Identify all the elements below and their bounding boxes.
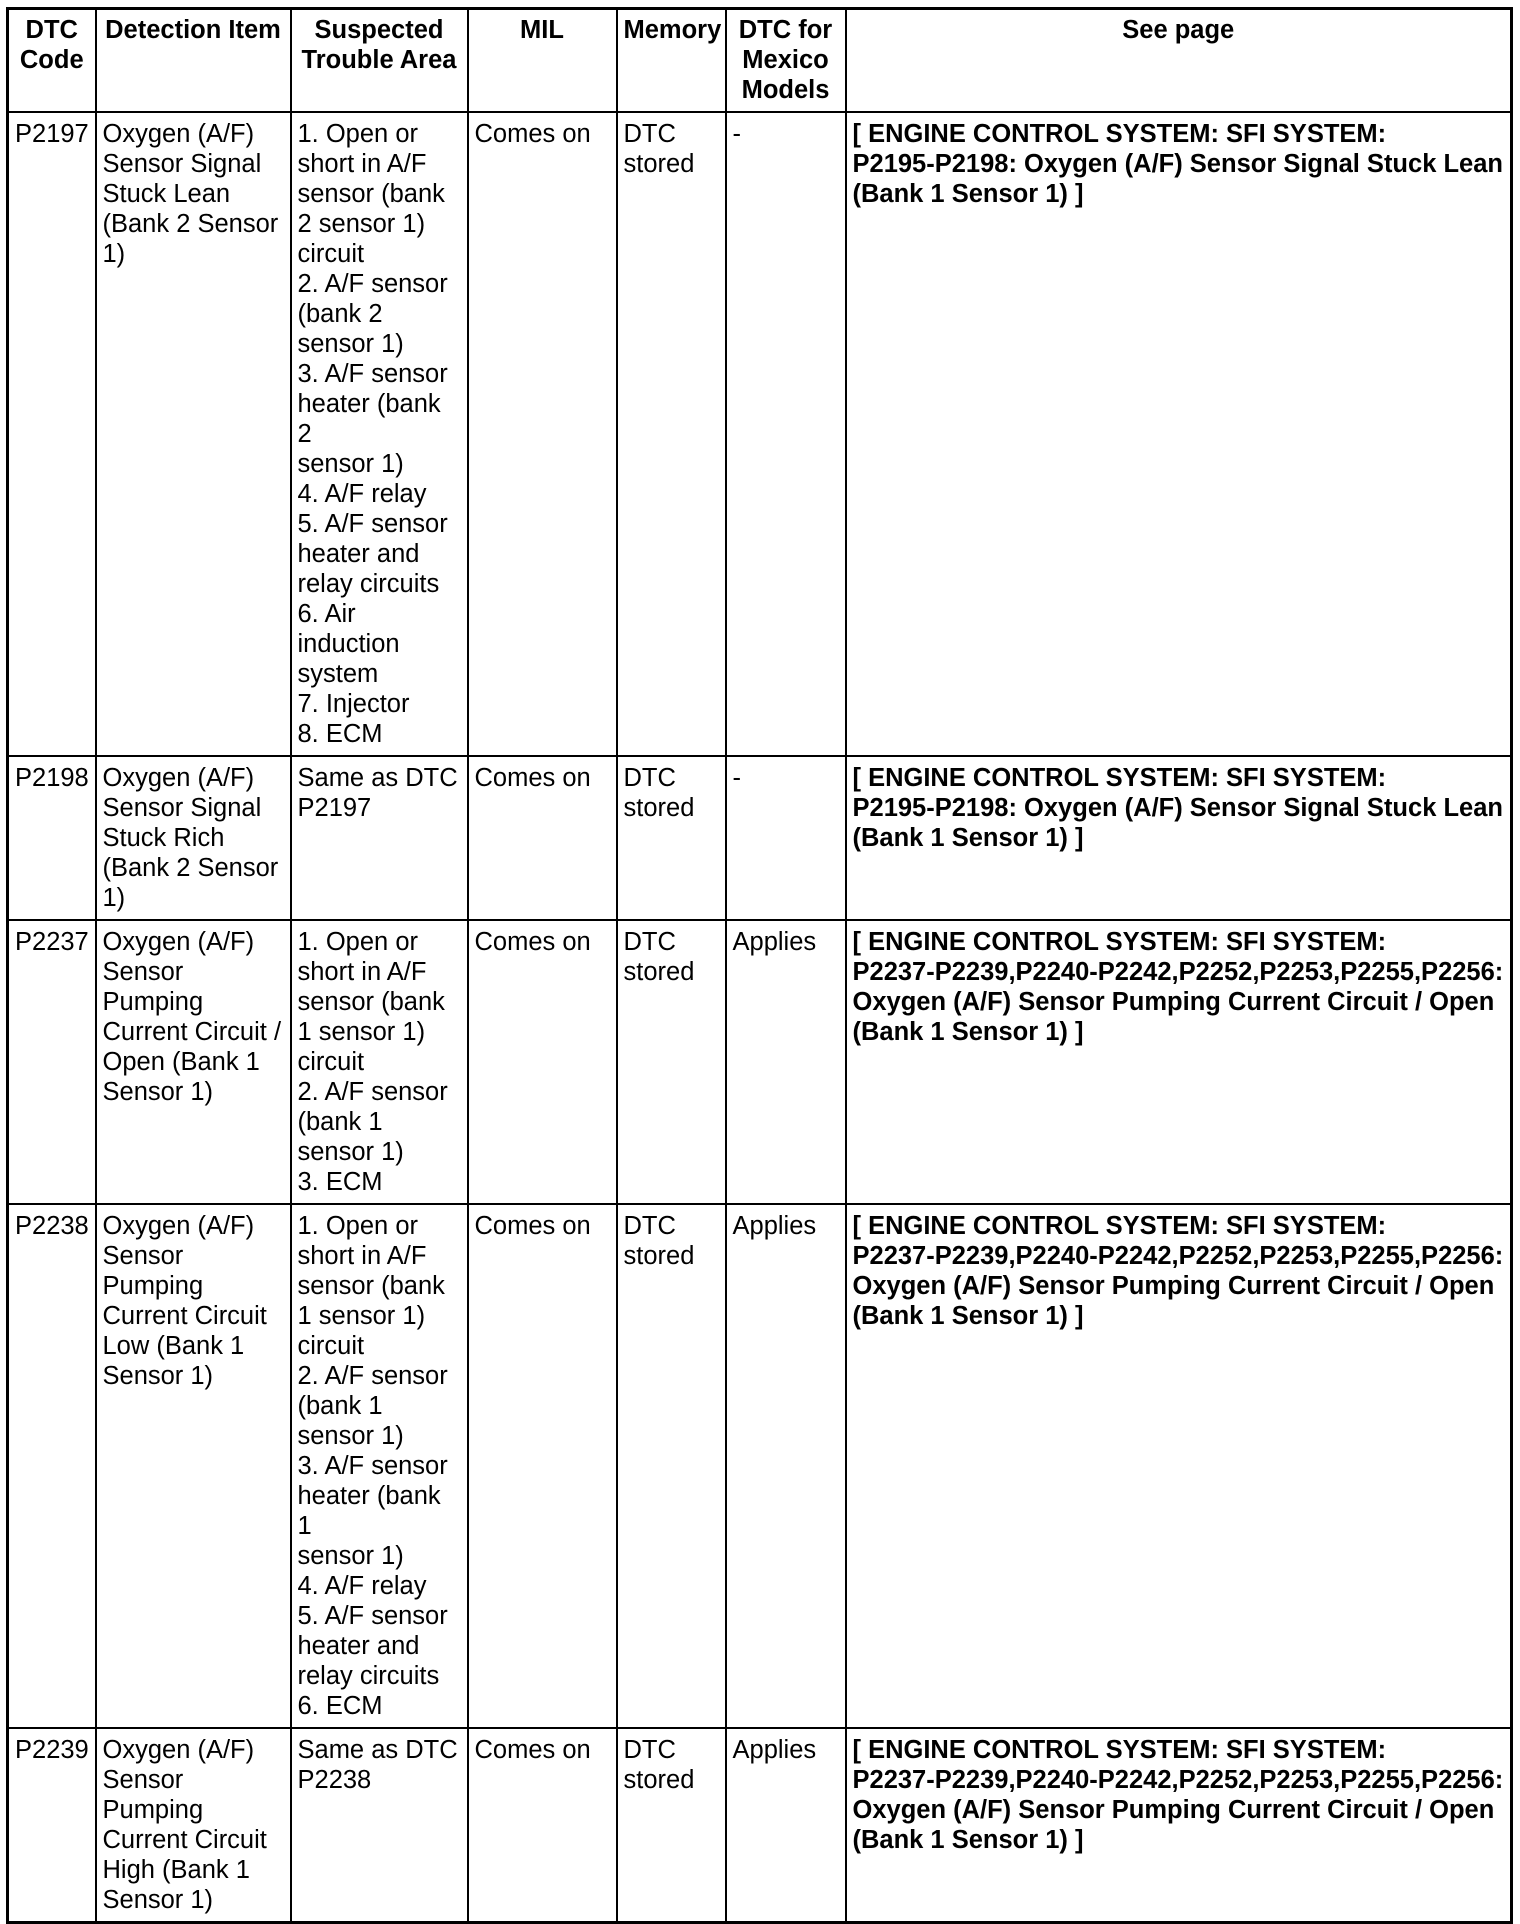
cell-mil: Comes on [468, 112, 617, 756]
cell-mexico: - [726, 756, 846, 920]
table-row [8, 1204, 1512, 1728]
cell-dtc-code: P2237 [8, 920, 96, 1204]
cell-trouble-area: 1. Open or short in A/F sensor (bank 1 sensor 1) circuit 2. A/F sensor (bank 1 sensor 1) 3. A/F sensor heater (bank 1 sensor 1) 4. A/F relay 5. A/F sensor heater and relay circuits 6. ECM [291, 1204, 468, 1728]
header-dtc-code: DTC Code [8, 9, 96, 113]
header-mil: MIL [468, 9, 617, 113]
dtc-table [6, 7, 1513, 1924]
cell-see-page-link[interactable]: [ ENGINE CONTROL SYSTEM: SFI SYSTEM: P2195-P2198: Oxygen (A/F) Sensor Signal Stuck Lean (Bank 1 Sensor 1) ] [846, 112, 1512, 756]
cell-memory: DTC stored [617, 920, 726, 1204]
header-memory: Memory [617, 9, 726, 113]
cell-mil: Comes on [468, 920, 617, 1204]
cell-detection-item: Oxygen (A/F) Sensor Pumping Current Circuit Low (Bank 1 Sensor 1) [96, 1204, 291, 1728]
table-row [8, 112, 1512, 756]
cell-mexico: Applies [726, 1204, 846, 1728]
table-row [8, 920, 1512, 1204]
header-see-page: See page [846, 9, 1512, 113]
cell-memory: DTC stored [617, 1204, 726, 1728]
cell-mil: Comes on [468, 1728, 617, 1923]
cell-mexico: Applies [726, 920, 846, 1204]
cell-detection-item: Oxygen (A/F) Sensor Pumping Current Circuit High (Bank 1 Sensor 1) [96, 1728, 291, 1923]
cell-dtc-code: P2197 [8, 112, 96, 756]
cell-dtc-code: P2238 [8, 1204, 96, 1728]
header-dtc-mexico: DTC for Mexico Models [726, 9, 846, 113]
table-row [8, 1728, 1512, 1923]
cell-dtc-code: P2239 [8, 1728, 96, 1923]
table-header [8, 9, 1512, 113]
header-suspected-trouble-area: Suspected Trouble Area [291, 9, 468, 113]
table-body [8, 112, 1512, 1923]
cell-see-page-link[interactable]: [ ENGINE CONTROL SYSTEM: SFI SYSTEM: P2195-P2198: Oxygen (A/F) Sensor Signal Stuck Lean (Bank 1 Sensor 1) ] [846, 756, 1512, 920]
cell-see-page-link[interactable]: [ ENGINE CONTROL SYSTEM: SFI SYSTEM: P2237-P2239,P2240-P2242,P2252,P2253,P2255,P2256: Oxygen (A/F) Sensor Pumping Current Circuit / Open (Bank 1 Sensor 1) ] [846, 1728, 1512, 1923]
cell-see-page-link[interactable]: [ ENGINE CONTROL SYSTEM: SFI SYSTEM: P2237-P2239,P2240-P2242,P2252,P2253,P2255,P2256: Oxygen (A/F) Sensor Pumping Current Circuit / Open (Bank 1 Sensor 1) ] [846, 1204, 1512, 1728]
cell-detection-item: Oxygen (A/F) Sensor Signal Stuck Lean (Bank 2 Sensor 1) [96, 112, 291, 756]
cell-memory: DTC stored [617, 112, 726, 756]
cell-memory: DTC stored [617, 1728, 726, 1923]
cell-dtc-code: P2198 [8, 756, 96, 920]
header-row [8, 9, 1512, 113]
cell-mil: Comes on [468, 1204, 617, 1728]
cell-mexico: Applies [726, 1728, 846, 1923]
cell-trouble-area: 1. Open or short in A/F sensor (bank 2 sensor 1) circuit 2. A/F sensor (bank 2 sensor 1) 3. A/F sensor heater (bank 2 sensor 1) 4. A/F relay 5. A/F sensor heater and relay circuits 6. Air induction system 7. Injector 8. ECM [291, 112, 468, 756]
table-row [8, 756, 1512, 920]
cell-trouble-area: Same as DTC P2197 [291, 756, 468, 920]
cell-trouble-area: Same as DTC P2238 [291, 1728, 468, 1923]
header-detection-item: Detection Item [96, 9, 291, 113]
cell-memory: DTC stored [617, 756, 726, 920]
cell-mil: Comes on [468, 756, 617, 920]
cell-trouble-area: 1. Open or short in A/F sensor (bank 1 sensor 1) circuit 2. A/F sensor (bank 1 sensor 1) 3. ECM [291, 920, 468, 1204]
cell-detection-item: Oxygen (A/F) Sensor Signal Stuck Rich (Bank 2 Sensor 1) [96, 756, 291, 920]
cell-mexico: - [726, 112, 846, 756]
cell-detection-item: Oxygen (A/F) Sensor Pumping Current Circuit / Open (Bank 1 Sensor 1) [96, 920, 291, 1204]
cell-see-page-link[interactable]: [ ENGINE CONTROL SYSTEM: SFI SYSTEM: P2237-P2239,P2240-P2242,P2252,P2253,P2255,P2256: Oxygen (A/F) Sensor Pumping Current Circuit / Open (Bank 1 Sensor 1) ] [846, 920, 1512, 1204]
